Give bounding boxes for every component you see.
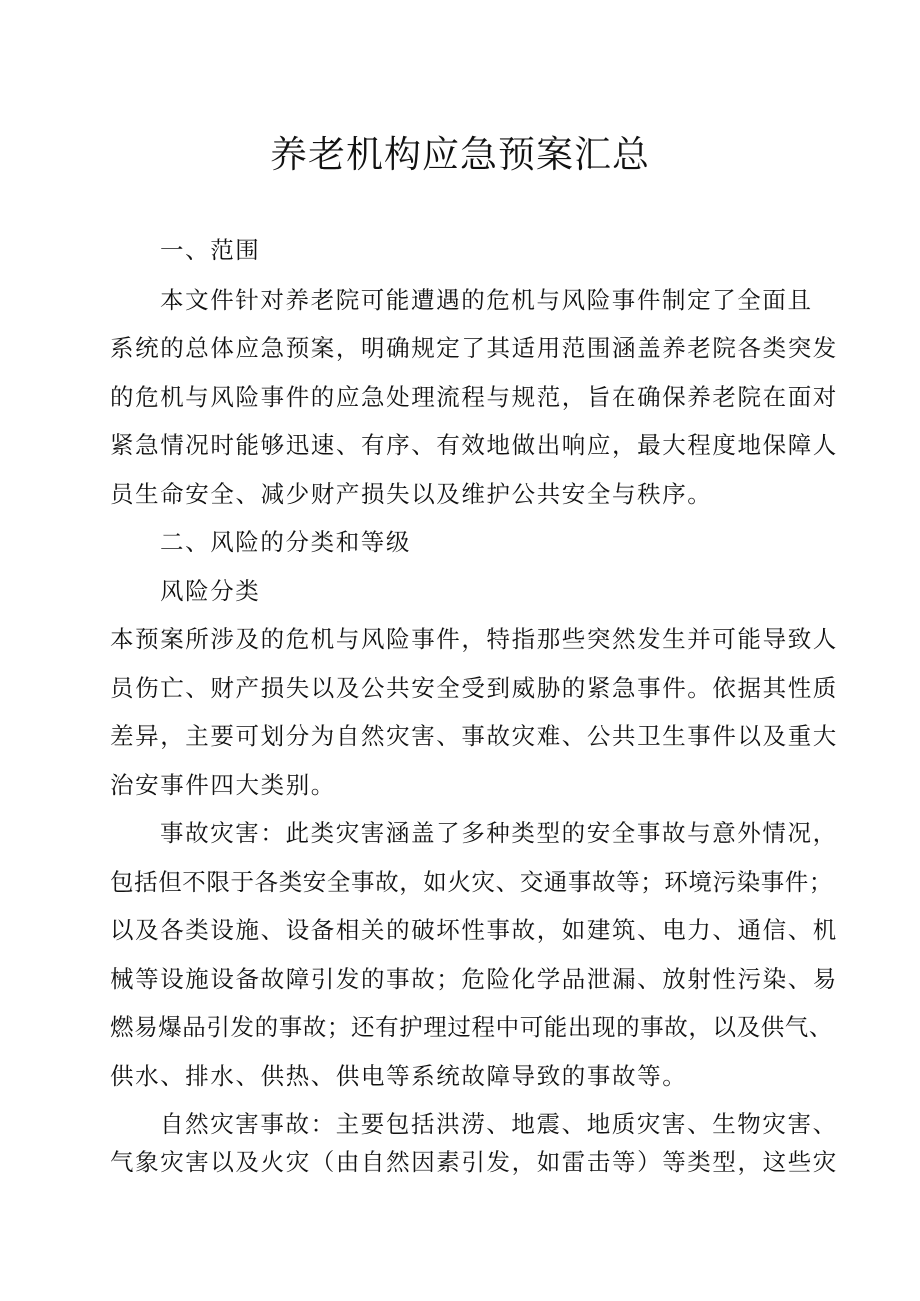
paragraph-line: 员生命安全、减少财产损失以及维护公共安全与秩序。 (110, 480, 713, 508)
paragraph-line: 供水、排水、供热、供电等系统故障导致的事故等。 (110, 1062, 688, 1090)
paragraph-line: 治安事件四大类别。 (110, 771, 336, 799)
paragraph-line: 紧急情况时能够迅速、有序、有效地做出响应，最大程度地保障人 (110, 431, 838, 459)
paragraph-line: 气象灾害以及火灾（由自然因素引发，如雷击等）等类型，这些灾 (110, 1148, 838, 1176)
paragraph-line: 械等设施设备故障引发的事故；危险化学品泄漏、放射性污染、易 (110, 965, 838, 993)
paragraph-line: 包括但不限于各类安全事故，如火灾、交通事故等；环境污染事件； (110, 868, 833, 896)
paragraph-line: 事故灾害：此类灾害涵盖了多种类型的安全事故与意外情况， (160, 819, 838, 847)
paragraph-line: 本文件针对养老院可能遭遇的危机与风险事件制定了全面且 (160, 286, 813, 314)
paragraph-line: 燃易爆品引发的事故；还有护理过程中可能出现的事故，以及供气、 (110, 1013, 833, 1041)
paragraph-line: 员伤亡、财产损失以及公共安全受到威胁的紧急事件。依据其性质 (110, 674, 838, 702)
paragraph-line: 本预案所涉及的危机与风险事件，特指那些突然发生并可能导致人 (110, 625, 838, 653)
section-heading-risk: 二、风险的分类和等级 (160, 528, 411, 556)
paragraph-line: 的危机与风险事件的应急处理流程与规范，旨在确保养老院在面对 (110, 383, 838, 411)
paragraph-line: 系统的总体应急预案，明确规定了其适用范围涵盖养老院各类突发 (110, 334, 838, 362)
paragraph-line: 自然灾害事故：主要包括洪涝、地震、地质灾害、生物灾害、 (160, 1110, 838, 1138)
section-heading-scope: 一、范围 (160, 236, 261, 264)
paragraph-line: 差异，主要可划分为自然灾害、事故灾难、公共卫生事件以及重大 (110, 722, 838, 750)
paragraph-line: 以及各类设施、设备相关的破坏性事故，如建筑、电力、通信、机 (110, 916, 838, 944)
subsection-heading: 风险分类 (160, 577, 261, 605)
document-title: 养老机构应急预案汇总 (270, 133, 650, 176)
